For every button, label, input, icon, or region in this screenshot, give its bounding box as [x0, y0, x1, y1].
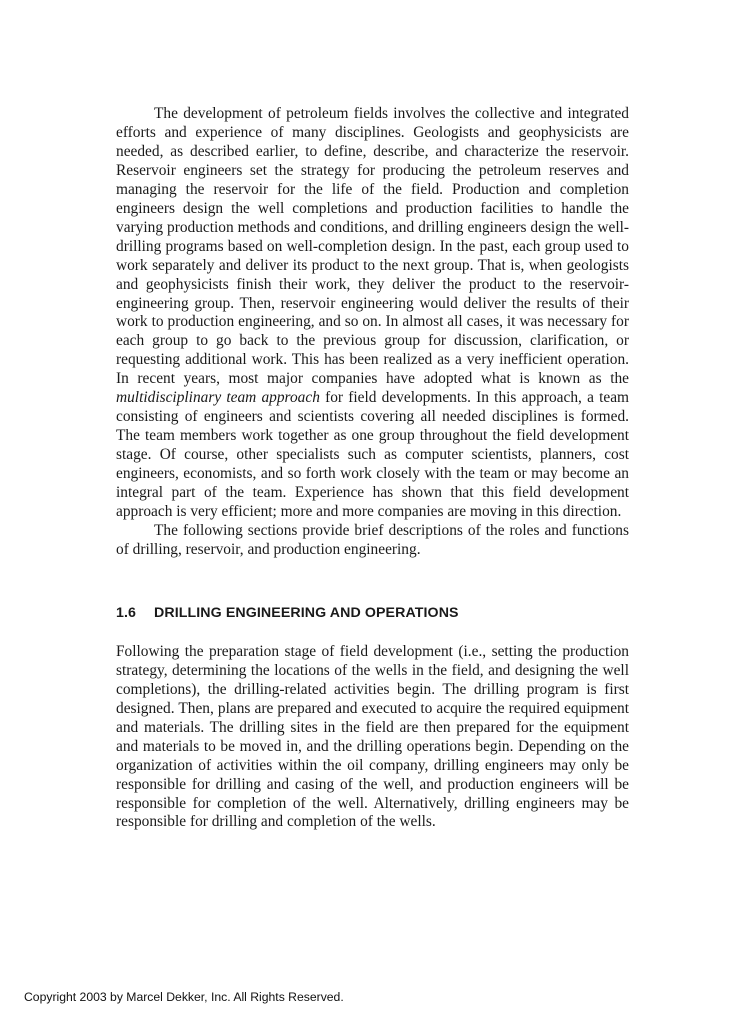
paragraph-team-approach [116, 105, 629, 522]
paragraph-text-end: for field developments. In this approach, a team consisting of engineers and scientists covering all needed disciplines is formed. The team members work together as one group throughout the field development stage. Of course, other specialists such as computer scientists, planners, cost engineers, economists, and so forth work closely with the team or may become an integral part of the team. Experience has shown that this field development approach is very efficient; more and more companies are moving in this direction. [116, 389, 629, 521]
section-number: 1.6 [116, 604, 137, 621]
paragraph-text-start: The development of petroleum fields involves the collective and integrated efforts and experience of many disciplines. Geologists and geophysicists are needed, as described earlier, to define, describe, and characterize the reservoir. Reservoir engineers set the strategy for producing the petroleum reserves and managing the reservoir for the life of the field. Production and completion engineers design the well completions and production facilities to handle the varying production methods and conditions, and drilling engineers design the well-drilling programs based on well-completion design. In the past, each group used to work separately and deliver its product to the next group. That is, when geologists and geophysicists finish their work, they deliver the product to the reservoir-engineering group. Then, reservoir engineering would deliver the results of their work to production engineering, and so on. In almost all cases, it was necessary for each group to go back to the previous group for discussion, clarification, or requesting additional work. This has been realized as a very inefficient operation. In recent years, most major companies have adopted what is known as the [116, 105, 629, 388]
paragraph-drilling: Following the preparation stage of field development (i.e., setting the production strategy, determining the locations of the wells in the field, and designing the well completions), the drilling-related activities begin. The drilling program is first designed. Then, plans are prepared and executed to acquire the required equipment and materials. The drilling sites in the field are then prepared for the equipment and materials to be moved in, and the drilling operations begin. Depending on the organization of activities within the oil company, drilling engineers may only be responsible for drilling and casing of the well, and production engineers will be responsible for completion of the well. Alternatively, drilling engineers may be responsible for drilling and completion of the wells. [116, 642, 629, 831]
copyright-footer: Copyright 2003 by Marcel Dekker, Inc. All Rights Reserved. [24, 990, 344, 1004]
page-body [116, 105, 629, 832]
section-heading [116, 604, 629, 622]
section-title: DRILLING ENGINEERING AND OPERATIONS [154, 604, 459, 621]
section-body [116, 643, 629, 833]
paragraph-sections-intro: The following sections provide brief descriptions of the roles and functions of drilling, reservoir, and production engineering. [116, 521, 629, 558]
italic-term: multidisciplinary team approach [116, 389, 320, 407]
